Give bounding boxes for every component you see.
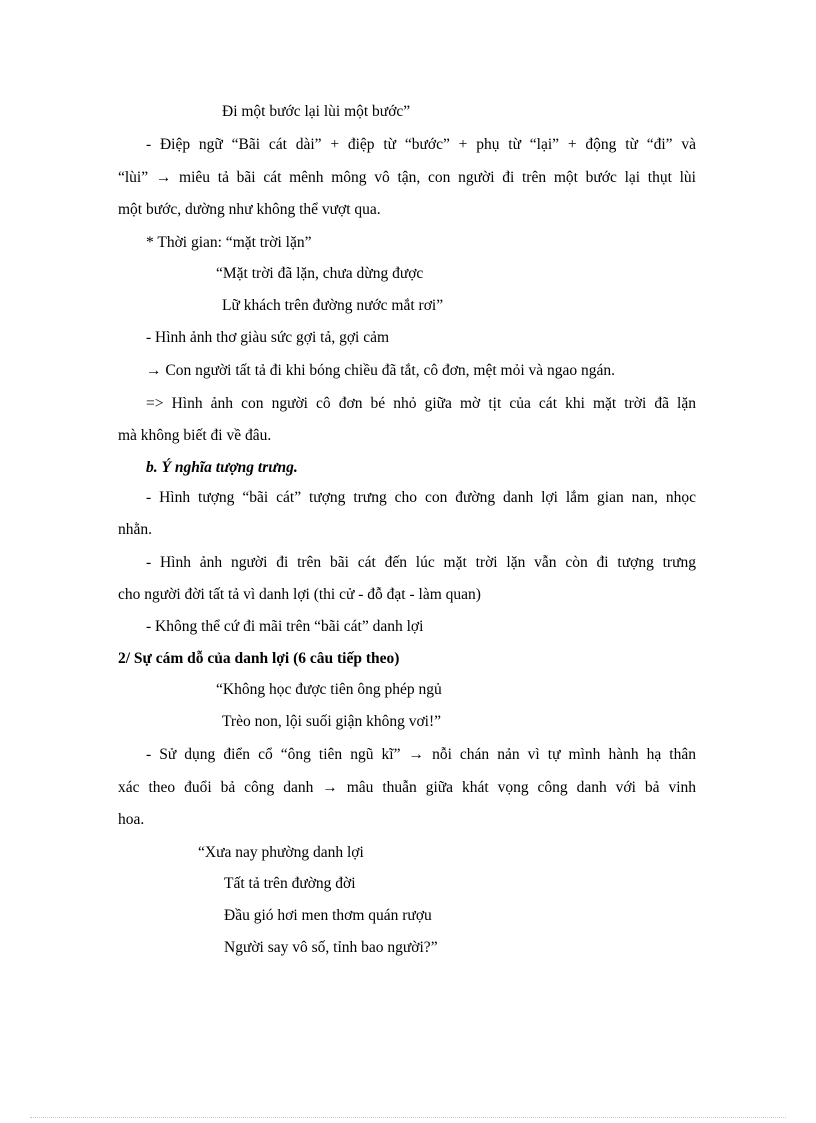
subheading: b. Ý nghĩa tượng trưng. — [146, 459, 298, 476]
paragraph-line: xác theo đuổi bả công danh → mâu thuẫn giữa khát vọng công danh với bả vinh — [118, 779, 696, 796]
section-label: * Thời gian: “mặt trời lặn” — [146, 234, 312, 251]
paragraph-line: - Hình ảnh thơ giàu sức gợi tả, gợi cảm — [146, 329, 390, 346]
paragraph-line: - Sử dụng điển cổ “ông tiên ngũ kĩ” → nỗi chán nản vì tự mình hành hạ thân — [146, 746, 696, 763]
paragraph-line: cho người đời tất tả vì danh lợi (thi cử - đỗ đạt - làm quan) — [118, 586, 481, 603]
paragraph-line: => Hình ảnh con người cô đơn bé nhỏ giữa mờ tịt của cát khi mặt trời đã lặn — [146, 395, 696, 412]
paragraph-line: - Điệp ngữ “Bãi cát dài” + điệp từ “bước” + phụ từ “lại” + động từ “đi” và — [146, 136, 696, 153]
paragraph-line: nhằn. — [118, 521, 153, 538]
paragraph-line: - Hình tượng “bãi cát” tượng trưng cho con đường danh lợi lắm gian nan, nhọc — [146, 489, 696, 506]
paragraph-line: - Hình ảnh người đi trên bãi cát đến lúc mặt trời lặn vẫn còn đi tượng trưng — [146, 554, 696, 571]
paragraph-line: “lùi” → miêu tả bãi cát mênh mông vô tận, con người đi trên một bước lại thụt lùi — [118, 169, 696, 186]
paragraph-line: - Không thể cứ đi mãi trên “bãi cát” danh lợi — [146, 618, 424, 635]
section-heading: 2/ Sự cám dỗ của danh lợi (6 câu tiếp theo) — [118, 650, 400, 667]
verse-line: Lữ khách trên đường nước mắt rơi” — [222, 297, 444, 314]
paragraph-line: một bước, dường như không thể vượt qua. — [118, 201, 381, 218]
paragraph-line: mà không biết đi về đâu. — [118, 427, 272, 444]
paragraph-line: → Con người tất tả đi khi bóng chiều đã tắt, cô đơn, mệt mỏi và ngao ngán. — [146, 362, 616, 379]
page-bottom-divider — [30, 1117, 786, 1118]
verse-line: Người say vô số, tỉnh bao người?” — [224, 939, 438, 956]
verse-line: “Xưa nay phường danh lợi — [198, 844, 364, 861]
paragraph-line: hoa. — [118, 811, 145, 828]
verse-line: “Mặt trời đã lặn, chưa dừng được — [216, 265, 424, 282]
verse-line: Đi một bước lại lùi một bước” — [222, 103, 411, 120]
verse-line: Trèo non, lội suối giận không vơi!” — [222, 713, 442, 730]
verse-line: Tất tả trên đường đời — [224, 875, 356, 892]
verse-line: Đầu gió hơi men thơm quán rượu — [224, 907, 432, 924]
verse-line: “Không học được tiên ông phép ngủ — [216, 681, 442, 698]
